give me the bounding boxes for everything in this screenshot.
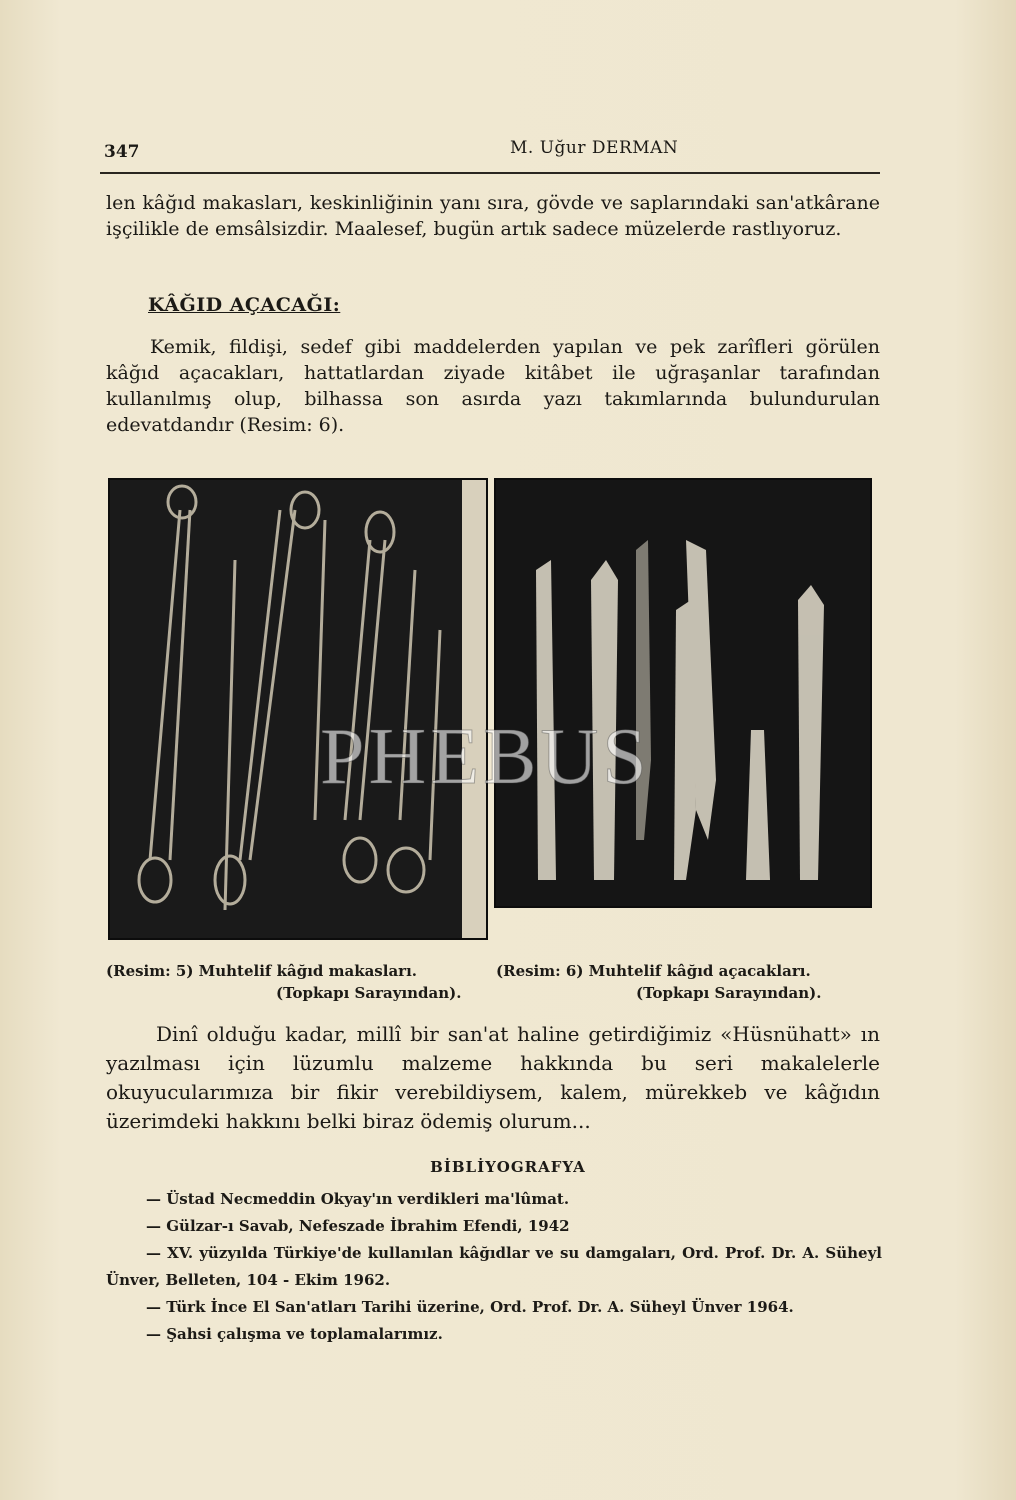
caption-figure-5-title: (Resim: 5) Muhtelif kâğıd makasları. bbox=[106, 962, 417, 980]
paragraph-intro: len kâğıd makasları, keskinliğinin yanı sıra, gövde ve saplarındaki san'atkârane işçilikle de emsâlsizdir. Maalesef, bugün artık sadece müzelerde rastlıyoruz. bbox=[106, 192, 880, 240]
photo-paper-knives bbox=[494, 478, 872, 908]
caption-figure-5-source: (Topkapı Sarayından). bbox=[276, 984, 462, 1002]
section-heading: KÂĞID AÇACAĞI: bbox=[148, 294, 341, 316]
bibliography-item: — Gülzar-ı Savab, Nefeszade İbrahim Efendi, 1942 bbox=[146, 1217, 570, 1235]
watermark: PHEBUS bbox=[320, 713, 651, 801]
bibliography-item: — Şahsi çalışma ve toplamalarımız. bbox=[146, 1325, 443, 1343]
paragraph-conclusion: Dinî olduğu kadar, millî bir san'at haline getirdiğimiz «Hüsnühatt» ın yazılması için lüzumlu malzeme hakkında bu seri makalelerle okuyucularımıza bir fikir verebildiysem, kalem, mürekkeb ve kâğıdın üzerimdeki hakkını belki biraz ödemiş olurum... bbox=[106, 1022, 880, 1133]
bibliography-item: — Türk İnce El San'atları Tarihi üzerine, Ord. Prof. Dr. A. Süheyl Ünver 1964. bbox=[146, 1298, 794, 1316]
caption-figure-6 bbox=[496, 960, 896, 1004]
bibliography-title: BİBLİYOGRAFYA bbox=[430, 1158, 586, 1176]
page-number: 347 bbox=[104, 142, 140, 162]
photo-scissors bbox=[108, 478, 488, 940]
running-head: M. Uğur DERMAN bbox=[510, 138, 679, 158]
bibliography-item: — XV. yüzyılda Türkiye'de kullanılan kâğıdlar ve su damgaları, Ord. Prof. Dr. A. Süheyl Ünver, Belleten, 104 - Ekim 1962. bbox=[106, 1244, 882, 1289]
caption-figure-5 bbox=[106, 960, 496, 1004]
paper-knives-illustration bbox=[496, 480, 870, 906]
page-header bbox=[100, 132, 880, 174]
paragraph-paper-knife: Kemik, fildişi, sedef gibi maddelerden yapılan ve pek zarîfleri görülen kâğıd açacakları, hattatlardan ziyade kitâbet ile uğraşanlar tarafından kullanılmış olup, bilhassa son asırda yazı takımlarında bulundurulan edevatdandır (Resim: 6). bbox=[106, 336, 880, 436]
scissors-illustration bbox=[110, 480, 486, 938]
caption-figure-6-source: (Topkapı Sarayından). bbox=[636, 984, 822, 1002]
bibliography-item: — Üstad Necmeddin Okyay'ın verdikleri ma'lûmat. bbox=[146, 1190, 570, 1208]
bibliography-list bbox=[106, 1186, 882, 1348]
caption-figure-6-title: (Resim: 6) Muhtelif kâğıd açacakları. bbox=[496, 962, 811, 980]
